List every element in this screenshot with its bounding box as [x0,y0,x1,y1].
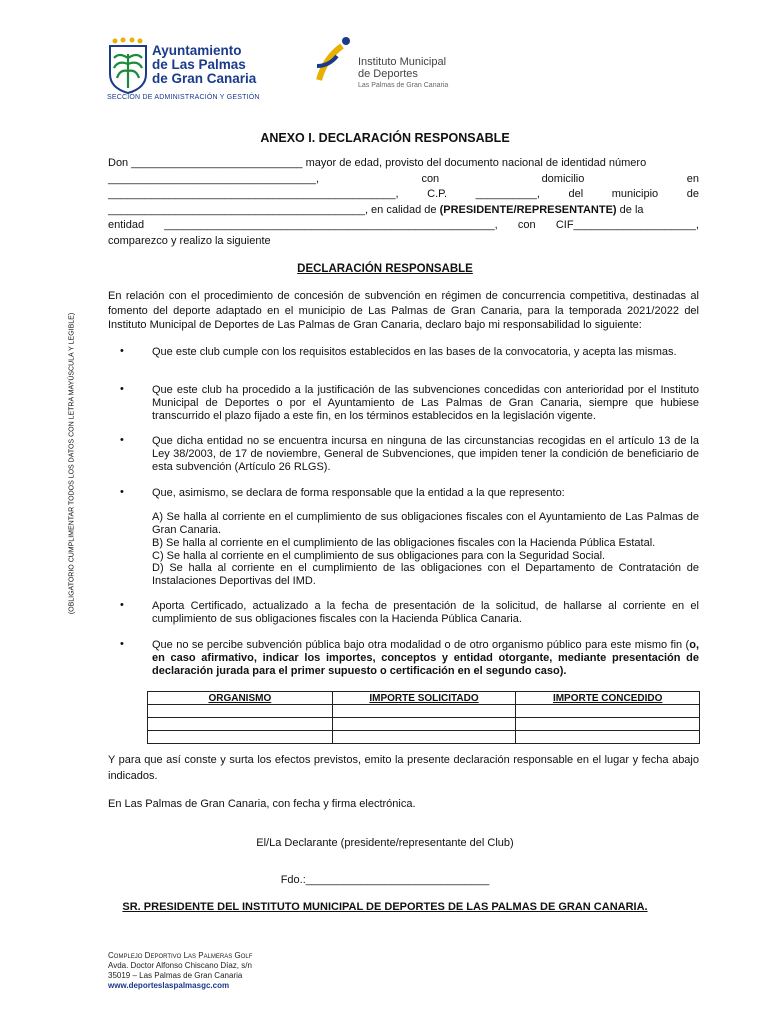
page-title: ANEXO I. DECLARACIÓN RESPONSABLE [260,131,510,145]
declaration-item-5: Aporta Certificado, actualizado a la fecha de presentación de la solicitud, de hallarse al corriente en el cumplimiento de sus obligaciones fiscales con la Hacienda Pública Canaria. [152,600,699,625]
table-row [148,705,700,718]
athlete-icon [315,36,355,86]
bullet: • [120,434,124,446]
declaration-item-1: Que este club cumple con los requisitos establecidos en las bases de la convocatoria, y acepta las mismas. [152,346,677,358]
table-cell[interactable] [332,718,516,731]
bullet: • [120,383,124,395]
section-label: SECCIÓN DE ADMINISTRACIÓN Y GESTIÓN [107,94,260,101]
form-line-2: __________________________________, con domicilio en [108,173,699,185]
table-header-organismo: ORGANISMO [148,692,333,705]
table-row [148,718,700,731]
bullet: • [120,345,124,357]
imd-logo [315,36,465,94]
bullet: • [120,638,124,650]
table-header-importe-solicitado: IMPORTE SOLICITADO [332,692,516,705]
declaration-item-3: Que dicha entidad no se encuentra incursa en ninguna de las circunstancias recogidas en el artículo 13 de la Ley 38/2003, de 17 de noviembre, General de Subvenciones, que impiden tener la condición de beneficiario de esta subvención (Artículo 26 RLGS). [152,435,699,473]
imd-name: Instituto Municipal de Deportes Las Palmas de Gran Canaria [358,56,449,89]
form-line-5: entidad ______________________________________________________, con CIF____________________, [108,219,699,231]
bullet: • [120,599,124,611]
declaration-item-4: Que, asimismo, se declara de forma responsable que la entidad a la que represento: [152,487,565,499]
table-row [148,731,700,744]
table-cell[interactable] [148,705,333,718]
sub-item-b: B) Se halla al corriente en el cumplimiento de las obligaciones fiscales con la Hacienda Pública Estatal. [152,537,656,549]
table-cell[interactable] [516,705,700,718]
section-subtitle: DECLARACIÓN RESPONSABLE [297,263,473,275]
signature-line: Fdo.:______________________________ [280,874,490,886]
side-note: (OBLIGATORIO CUMPLIMENTAR TODOS LOS DATOS CON LETRA MAYÚSCULA Y LEGIBLE) [68,312,76,615]
declarant-label: El/La Declarante (presidente/representante del Club) [256,837,514,849]
footer-address [108,951,252,991]
sub-item-d: D) Se halla al corriente en el cumplimiento de las obligaciones con el Departamento de Contratación de Instalaciones Deportivas del IMD. [152,562,699,587]
footer-venue: Complejo Deportivo Las Palmeras Golf [108,951,253,960]
sub-item-a: A) Se halla al corriente en el cumplimiento de sus obligaciones fiscales con el Ayuntamiento de Las Palmas de Gran Canaria. [152,511,699,536]
table-cell[interactable] [516,718,700,731]
footer-city: 35019 – Las Palmas de Gran Canaria [108,971,243,980]
ayuntamiento-logo [107,36,267,94]
palm-crest-icon [107,36,149,94]
closing-paragraph: Y para que así conste y surta los efectos previstos, emito la presente declaración responsable en el lugar y fecha abajo indicados. [108,754,699,782]
table-cell[interactable] [332,705,516,718]
bullet: • [120,486,124,498]
declaration-item-6: Que no se percibe subvención pública bajo otra modalidad o de otro organismo público para este mismo fin (o, en caso afirmativo, indicar los importes, conceptos y entidad otorgante, mediante presentación de declaración jurada para el primer supuesto o certificación en el segundo caso). [152,639,699,677]
declaration-item-2: Que este club ha procedido a la justificación de las subvenciones concedidas con anterioridad por el Instituto Municipal de Deportes o por el Ayuntamiento de Las Palmas de Gran Canaria, siempre que hubiese transcurrido el plazo fijado a este fin, en los términos establecidos en la legislación vigente. [152,384,699,422]
sub-item-c: C) Se halla al corriente en el cumplimiento de sus obligaciones para con la Seguridad Social. [152,550,606,562]
addressee: SR. PRESIDENTE DEL INSTITUTO MUNICIPAL DE DEPORTES DE LAS PALMAS DE GRAN CANARIA. [122,901,648,913]
subsidies-table [147,691,700,744]
form-line-6: comparezco y realizo la siguiente [108,235,271,247]
footer-street: Avda. Doctor Alfonso Chiscano Díaz, s/n [108,961,252,970]
table-cell[interactable] [332,731,516,744]
table-cell[interactable] [148,731,333,744]
ayuntamiento-name: Ayuntamiento de Las Palmas de Gran Canaria [152,43,257,86]
form-line-1: Don ____________________________ mayor de edad, provisto del documento nacional de identidad número [108,157,647,169]
form-line-4: __________________________________________, en calidad de (PRESIDENTE/REPRESENTANTE) de la [108,204,644,216]
place-date: En Las Palmas de Gran Canaria, con fecha y firma electrónica. [108,798,416,810]
intro-paragraph: En relación con el procedimiento de concesión de subvención en régimen de concurrencia competitiva, destinadas al fomento del deporte adaptado en el municipio de Las Palmas de Gran Canaria, para la temporada 2021/2022 del Instituto Municipal de Deportes de Las Palmas de Gran Canaria, declaro bajo mi responsabilidad lo siguiente: [108,290,699,331]
table-cell[interactable] [516,731,700,744]
table-cell[interactable] [148,718,333,731]
footer-website-link[interactable]: www.deporteslaspalmasgc.com [108,981,230,990]
table-header-importe-concedido: IMPORTE CONCEDIDO [516,692,700,705]
form-line-3: _______________________________________________, C.P. __________, del municipio de [108,188,699,200]
